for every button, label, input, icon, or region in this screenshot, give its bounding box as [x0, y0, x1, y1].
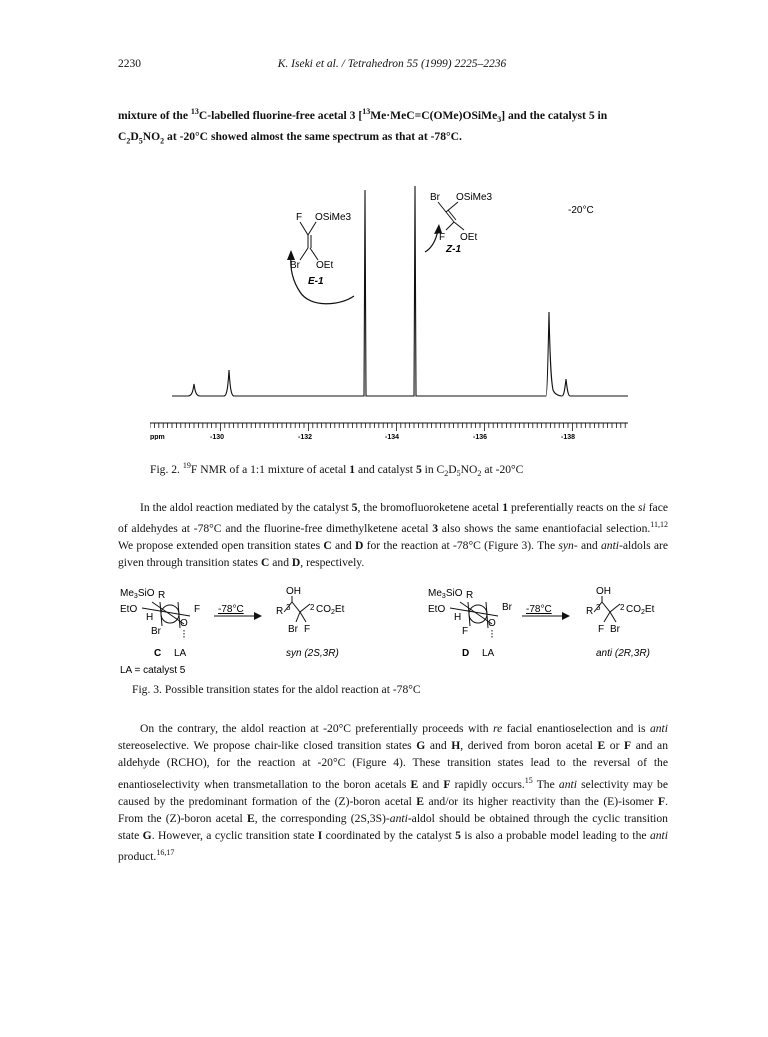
- z1-br-label: Br: [430, 192, 440, 203]
- ts-d-la: LA: [482, 648, 495, 659]
- paragraph-aldol-78: In the aldol reaction mediated by the catalyst 5, the bromofluoroketene acetal 1 preferentially reacts on the si face of aldehydes at -78°C and the fluorine-free dimethylketene acetal 3 also shows the same enantiofacial selection.$^{11,12}$ We propose extended open transition states C and D for the reaction at -78°C (Figure 3). The syn- and anti-aldols are given through transition states C and D, respectively.: [118, 501, 668, 570]
- svg-text:OH: OH: [286, 586, 301, 597]
- e1-osime3-label: OSiMe3: [315, 212, 352, 223]
- e1-f-label: F: [296, 212, 303, 223]
- svg-text:-78°C: -78°C: [526, 604, 552, 615]
- svg-text:3: 3: [596, 603, 601, 612]
- axis-tick-label: -134: [385, 434, 400, 440]
- page-header: [118, 58, 666, 74]
- anti-product: [586, 586, 655, 659]
- svg-text:2: 2: [620, 603, 625, 612]
- svg-text:Me3SiO: $Me_3SiO$: [120, 588, 155, 600]
- svg-text:Me3SiO: $Me_3SiO$: [428, 588, 463, 600]
- ts-c-label: C: [154, 648, 162, 659]
- svg-text:Br: Br: [610, 624, 620, 635]
- running-title: K. Iseki et al. / Tetrahedron 55 (1999) 2225–2236: [277, 58, 507, 70]
- axis-tick-label: -130: [210, 434, 225, 440]
- nmr-spectrum-figure: [150, 180, 640, 440]
- svg-text:F: F: [304, 624, 311, 635]
- svg-text:F: F: [462, 626, 469, 637]
- svg-text:R: R: [158, 590, 166, 601]
- syn-label: syn (2S,3R): [286, 648, 339, 659]
- z1-oet-label: OEt: [460, 232, 478, 243]
- axis-tick-label: -138: [561, 434, 576, 440]
- e-arrow-head: [287, 250, 295, 260]
- e1-label: E-1: [308, 276, 324, 287]
- svg-text:-78°C: -78°C: [218, 604, 244, 615]
- figure2-caption: Fig. 2. $^{19}$F NMR of a 1:1 mixture of acetal 1 and catalyst 5 in $C_2D_5NO_2$ at -20°C: [150, 461, 524, 479]
- svg-text:R: R: [276, 606, 284, 617]
- axis-unit-label: ppm: [150, 434, 165, 440]
- axis-tick-label: -136: [473, 434, 488, 440]
- temperature-label: -20°C: [568, 205, 594, 216]
- e1-structure: [290, 212, 352, 287]
- svg-text:CO2Et: $CO_2Et$: [316, 604, 345, 616]
- e1-oet-label: OEt: [316, 260, 334, 271]
- ppm-axis: [150, 423, 628, 440]
- svg-text:Br: Br: [502, 602, 512, 613]
- figure3-caption: Fig. 3. Possible transition states for the aldol reaction at -78°C: [132, 683, 421, 696]
- axis-tick-label: -132: [298, 434, 313, 440]
- reaction-arrow-right: [522, 604, 570, 620]
- intro-paragraph: mixture of the $^{13}$C-labelled fluorine-free acetal 3 [$^{13}$Me·MeC=C(OMe)OSiMe$_3$] and the catalyst 5 in $C_2D_5NO_2$ at -20°C showed almost the same spectrum as that at -78°C.: [118, 107, 608, 146]
- svg-text:Br: Br: [151, 626, 161, 637]
- ts-d-label: D: [462, 648, 470, 659]
- svg-text:EtO: EtO: [120, 604, 138, 615]
- ts-c-structure: [120, 588, 200, 659]
- svg-text:Br: Br: [288, 624, 298, 635]
- transition-state-scheme: [118, 582, 678, 677]
- svg-text:OH: OH: [596, 586, 611, 597]
- z1-structure: [430, 192, 493, 255]
- svg-text:R: R: [586, 606, 594, 617]
- svg-text:F: F: [598, 624, 605, 635]
- page-number: 2230: [118, 58, 141, 70]
- paragraph-aldol-20: On the contrary, the aldol reaction at -20°C preferentially proceeds with re facial enantioselection and is anti stereoselective. We propose chair-like closed transition states G and H, derived from boron acetal E or F and an aldehyde (RCHO), for the reaction at -20°C (Figure 4). These transition states lead to the reversal of the enantioselectivity when transmetallation to the boron acetals E and F rapidly occurs.$^{15}$ The anti selectivity may be caused by the predominant formation of the (Z)-boron acetal E and/or its higher reactivity than the (E)-isomer F. From the (Z)-boron acetal E, the corresponding (2S,3S)-anti-aldol should be obtained through the cyclic transition state G. However, a cyclic transition state I coordinated by the catalyst 5 is also a probable model leading to the anti product.$^{16,17}$: [118, 722, 669, 864]
- svg-text:EtO: EtO: [428, 604, 446, 615]
- svg-text:O: O: [180, 618, 188, 629]
- reaction-arrow-left: [214, 604, 262, 620]
- z1-osime3-label: OSiMe3: [456, 192, 493, 203]
- anti-label: anti (2R,3R): [596, 648, 650, 659]
- z1-f-label: F: [439, 232, 446, 243]
- ts-c-la: LA: [174, 648, 187, 659]
- svg-text:F: F: [194, 604, 201, 615]
- svg-text:R: R: [466, 590, 474, 601]
- svg-text:CO2Et: $CO_2Et$: [626, 604, 655, 616]
- svg-text:H: H: [146, 612, 154, 623]
- la-definition: LA = catalyst 5: [120, 665, 186, 676]
- e1-br-label: Br: [290, 260, 300, 271]
- svg-text:3: 3: [286, 603, 291, 612]
- z1-label: Z-1: [446, 244, 461, 255]
- svg-text:H: H: [454, 612, 462, 623]
- syn-product: [276, 586, 345, 659]
- svg-text:O: O: [488, 618, 496, 629]
- ts-d-structure: [428, 588, 513, 659]
- spectrum-trace: [172, 186, 628, 396]
- svg-text:2: 2: [310, 603, 315, 612]
